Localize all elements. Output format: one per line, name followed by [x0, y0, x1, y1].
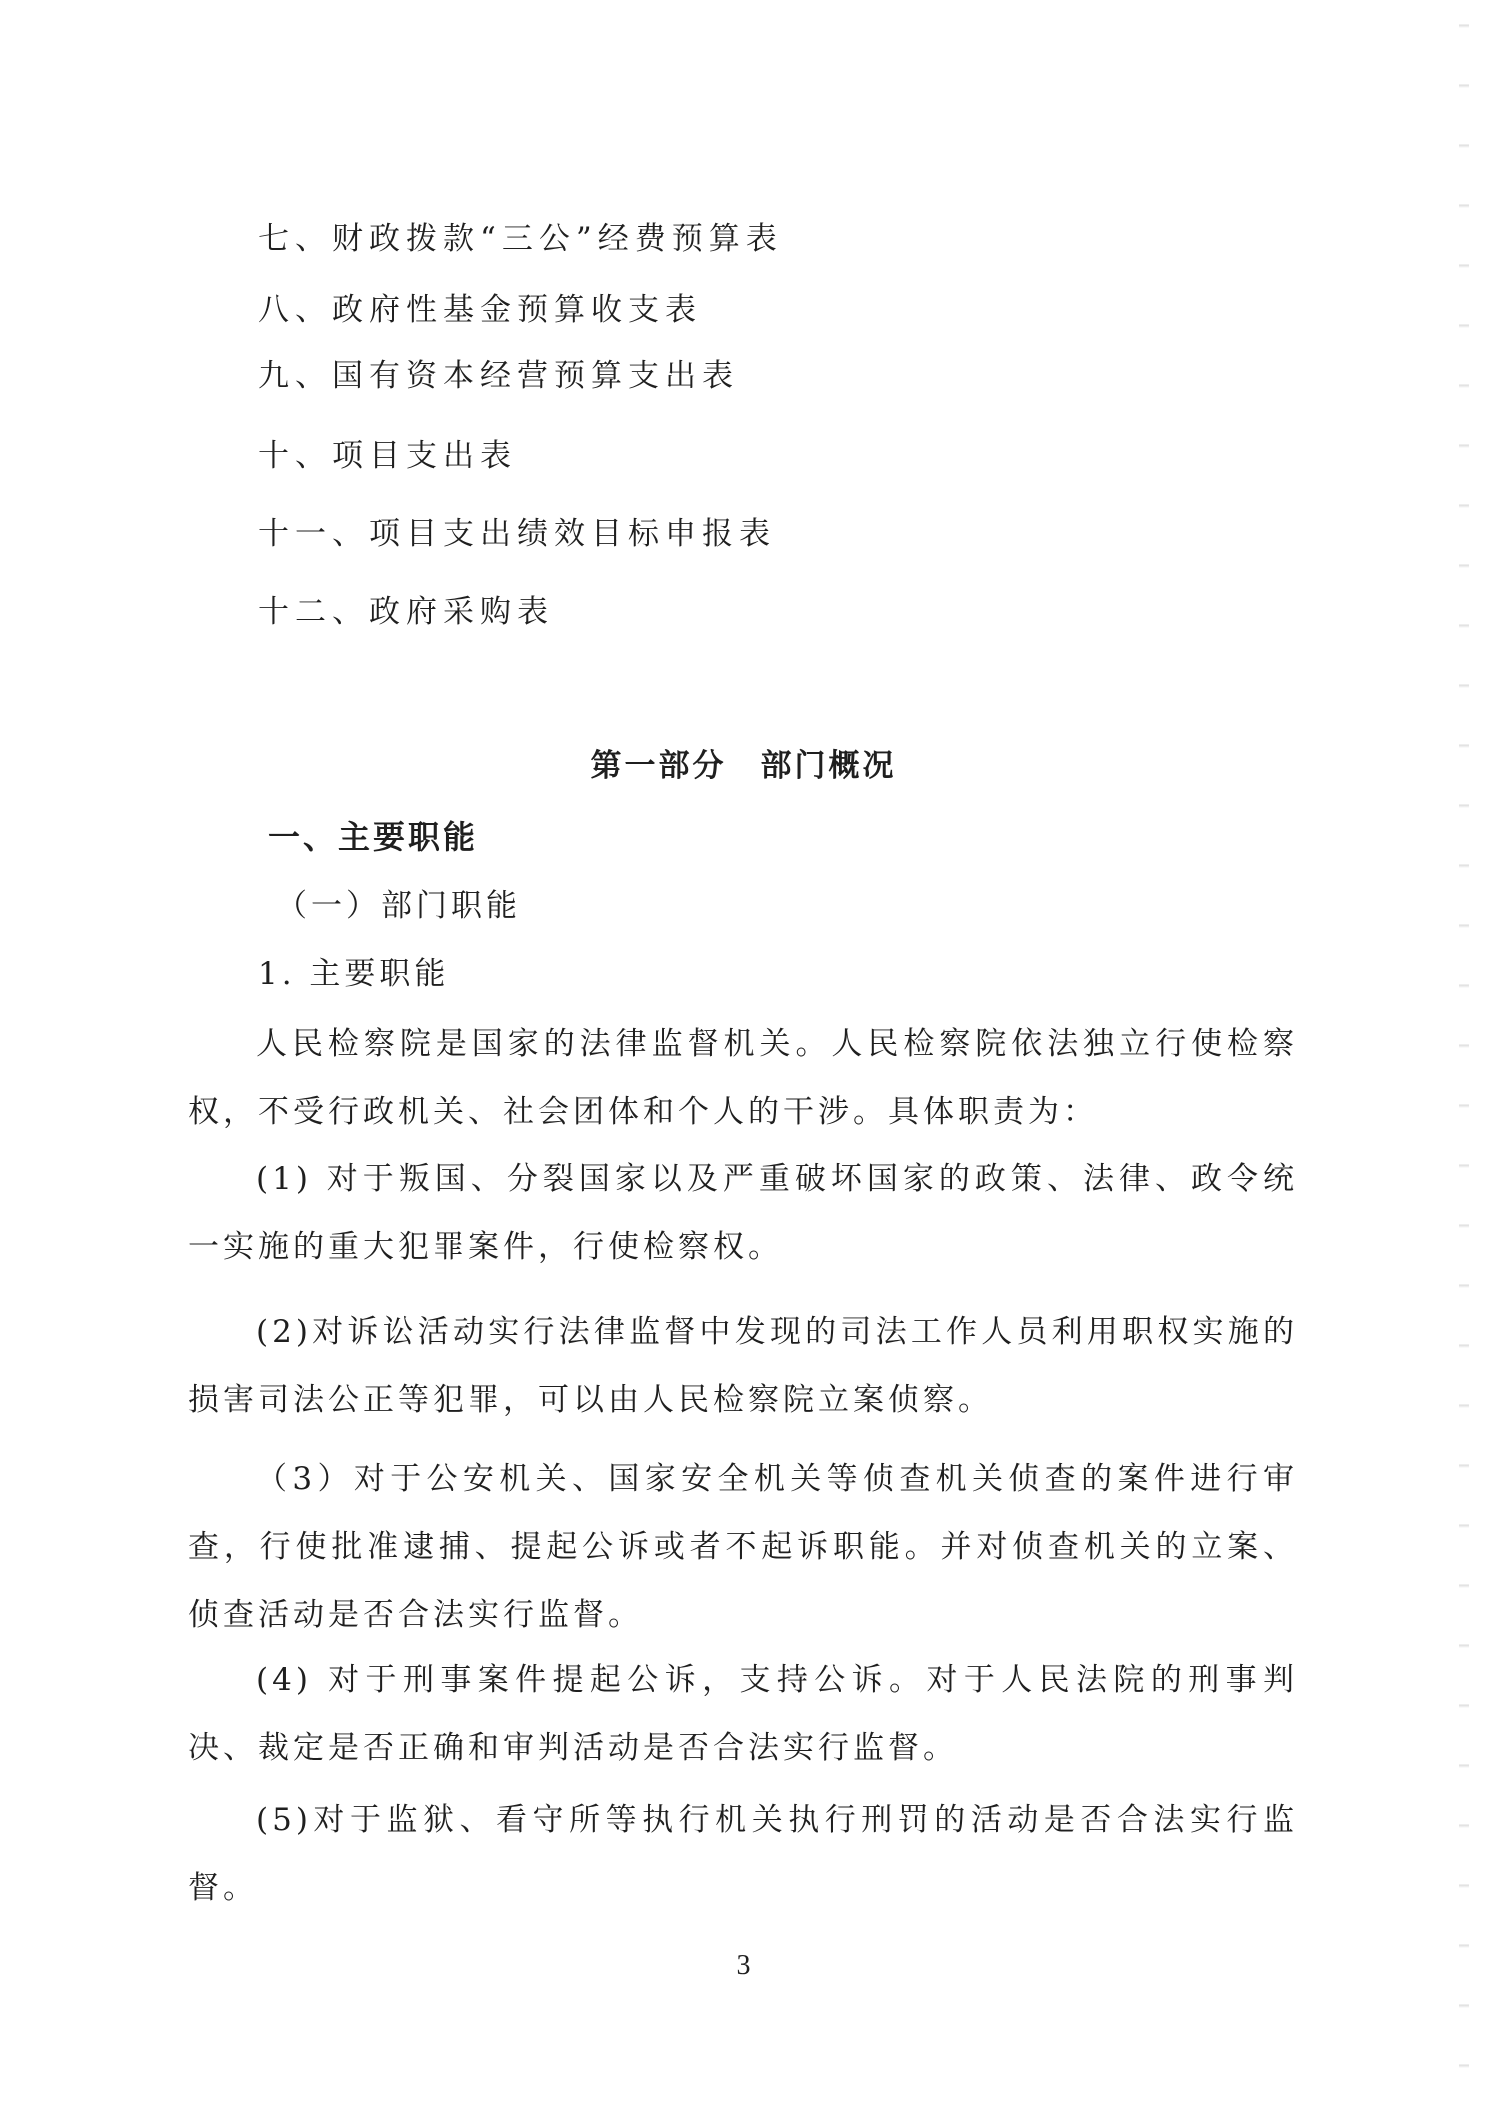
toc-item: 十一、项目支出绩效目标申报表: [258, 516, 776, 552]
paragraph-intro: 人民检察院是国家的法律监督机关。人民检察院依法独立行使检察权，不受行政机关、社会团体和个人的干涉。具体职责为：: [188, 1026, 1298, 1130]
paragraph-duty-2: (2)对诉讼活动实行法律监督中发现的司法工作人员利用职权实施的损害司法公正等犯罪，可以由人民检察院立案侦察。: [188, 1314, 1298, 1418]
section-title: 第一部分 部门概况: [590, 748, 897, 784]
paragraph-duty-3: （3）对于公安机关、国家安全机关等侦查机关侦查的案件进行审查，行使批准逮捕、提起公诉或者不起诉职能。并对侦查机关的立案、侦查活动是否合法实行监督。: [188, 1461, 1298, 1633]
paragraph-duty-4: (4) 对于刑事案件提起公诉，支持公诉。对于人民法院的刑事判决、裁定是否正确和审判活动是否合法实行监督。: [188, 1662, 1298, 1766]
toc-item: 十二、政府采购表: [258, 594, 554, 630]
toc-item: 九、国有资本经营预算支出表: [258, 358, 739, 394]
scan-edge-artifact: [1459, 0, 1469, 2102]
toc-item: 八、政府性基金预算收支表: [258, 292, 702, 328]
heading-primary-functions: 1. 主要职能: [258, 956, 450, 992]
toc-item: 十、项目支出表: [258, 438, 517, 474]
heading-department-functions: （一）部门职能: [276, 888, 521, 924]
heading-main-functions: 一、主要职能: [268, 818, 479, 856]
paragraph-duty-5: (5)对于监狱、看守所等执行机关执行刑罚的活动是否合法实行监督。: [188, 1802, 1298, 1906]
paragraph-duty-1: (1) 对于叛国、分裂国家以及严重破坏国家的政策、法律、政令统一实施的重大犯罪案件，行使检察权。: [188, 1161, 1298, 1265]
toc-item: 七、财政拨款“三公”经费预算表: [258, 221, 783, 257]
page-number: 3: [736, 1950, 751, 1981]
